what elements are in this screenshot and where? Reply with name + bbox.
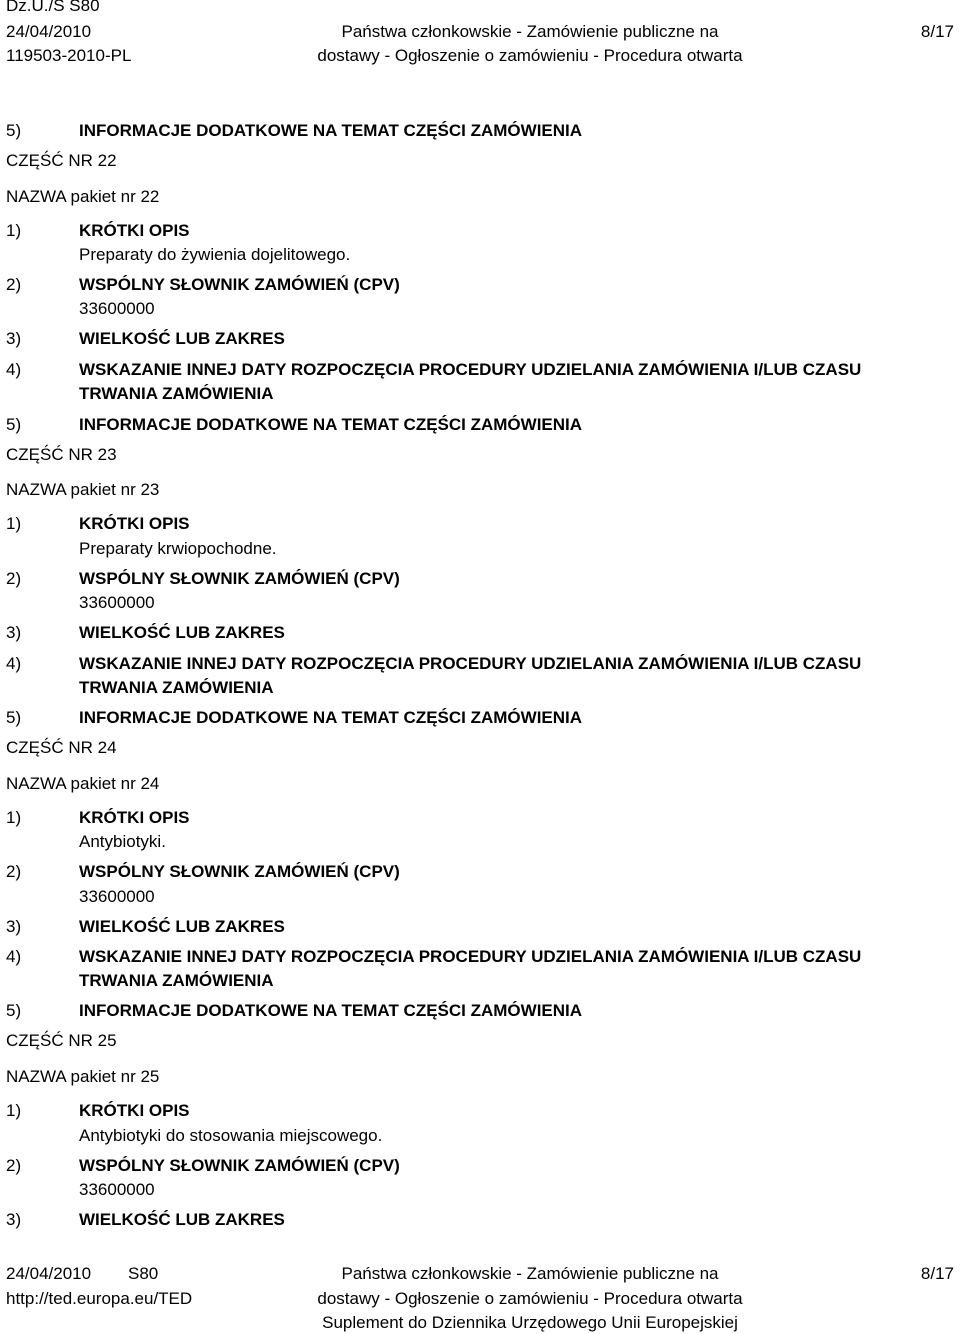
- section-number: 3): [6, 1210, 22, 1229]
- section-number: 2): [6, 569, 22, 588]
- part-label: CZĘŚĆ NR 22: [6, 151, 117, 170]
- section-value: Antybiotyki do stosowania miejscowego.: [79, 1126, 383, 1145]
- part-label: CZĘŚĆ NR 24: [6, 738, 117, 757]
- header-left-line1: Dz.U./S S80: [6, 0, 100, 15]
- section-heading: WIELKOŚĆ LUB ZAKRES: [79, 329, 285, 348]
- section-number: 5): [6, 1001, 22, 1020]
- section-number: 5): [6, 415, 22, 434]
- section-heading: INFORMACJE DODATKOWE NA TEMAT CZĘŚCI ZAMÓWIENIA: [79, 415, 583, 434]
- section-heading: WIELKOŚĆ LUB ZAKRES: [79, 917, 285, 936]
- section-value: Preparaty do żywienia dojelitowego.: [79, 245, 351, 264]
- section-number: 4): [6, 654, 22, 673]
- section-number: 1): [6, 1101, 22, 1120]
- section-heading-continued: TRWANIA ZAMÓWIENIA: [79, 678, 274, 697]
- section-number: 1): [6, 514, 22, 533]
- footer-issue: S80: [128, 1264, 159, 1283]
- section-number: 5): [6, 708, 22, 727]
- part-label: CZĘŚĆ NR 25: [6, 1031, 117, 1050]
- section-number: 3): [6, 329, 22, 348]
- section-heading-continued: TRWANIA ZAMÓWIENIA: [79, 384, 274, 403]
- footer-page-number: 8/17: [920, 1264, 954, 1283]
- header-page-number: 8/17: [920, 22, 954, 41]
- section-heading: INFORMACJE DODATKOWE NA TEMAT CZĘŚCI ZAMÓWIENIA: [79, 1001, 583, 1020]
- part-label: NAZWA pakiet nr 23: [6, 480, 160, 499]
- section-number: 2): [6, 1156, 22, 1175]
- footer-center-line2: dostawy - Ogłoszenie o zamówieniu - Procedura otwarta: [317, 1289, 743, 1308]
- section-heading: WIELKOŚĆ LUB ZAKRES: [79, 1210, 285, 1229]
- section-heading: KRÓTKI OPIS: [79, 221, 190, 240]
- section-number: 1): [6, 808, 22, 827]
- section-number: 3): [6, 623, 22, 642]
- header-center-line1: Państwa członkowskie - Zamówienie publiczne na: [341, 22, 719, 41]
- footer-center-line1: Państwa członkowskie - Zamówienie publiczne na: [341, 1264, 719, 1283]
- section-value: Antybiotyki.: [79, 832, 166, 851]
- section-number: 2): [6, 862, 22, 881]
- section-heading: INFORMACJE DODATKOWE NA TEMAT CZĘŚCI ZAMÓWIENIA: [79, 121, 583, 140]
- section-heading: WSPÓLNY SŁOWNIK ZAMÓWIEŃ (CPV): [79, 1156, 400, 1175]
- part-label: CZĘŚĆ NR 23: [6, 445, 117, 464]
- section-heading: WSPÓLNY SŁOWNIK ZAMÓWIEŃ (CPV): [79, 569, 400, 588]
- section-heading: WSKAZANIE INNEJ DATY ROZPOCZĘCIA PROCEDURY UDZIELANIA ZAMÓWIENIA I/LUB CZASU: [79, 654, 862, 673]
- section-number: 2): [6, 275, 22, 294]
- footer-center-line3: Suplement do Dziennika Urzędowego Unii Europejskiej: [322, 1313, 738, 1332]
- section-value: 33600000: [79, 887, 155, 906]
- header-center-line2: dostawy - Ogłoszenie o zamówieniu - Procedura otwarta: [317, 46, 743, 65]
- section-value: 33600000: [79, 1180, 155, 1199]
- section-heading: WSKAZANIE INNEJ DATY ROZPOCZĘCIA PROCEDURY UDZIELANIA ZAMÓWIENIA I/LUB CZASU: [79, 947, 862, 966]
- section-number: 4): [6, 360, 22, 379]
- section-heading: KRÓTKI OPIS: [79, 1101, 190, 1120]
- section-heading: WIELKOŚĆ LUB ZAKRES: [79, 623, 285, 642]
- header-left-line2: 24/04/2010: [6, 22, 92, 41]
- section-number: 5): [6, 121, 22, 140]
- section-heading: WSPÓLNY SŁOWNIK ZAMÓWIEŃ (CPV): [79, 862, 400, 881]
- section-heading: WSKAZANIE INNEJ DATY ROZPOCZĘCIA PROCEDURY UDZIELANIA ZAMÓWIENIA I/LUB CZASU: [79, 360, 862, 379]
- part-label: NAZWA pakiet nr 22: [6, 187, 160, 206]
- section-value: 33600000: [79, 593, 155, 612]
- part-label: NAZWA pakiet nr 25: [6, 1067, 160, 1086]
- footer-url: http://ted.europa.eu/TED: [6, 1289, 193, 1308]
- section-number: 4): [6, 947, 22, 966]
- section-heading: INFORMACJE DODATKOWE NA TEMAT CZĘŚCI ZAMÓWIENIA: [79, 708, 583, 727]
- section-value: 33600000: [79, 299, 155, 318]
- section-heading-continued: TRWANIA ZAMÓWIENIA: [79, 971, 274, 990]
- section-number: 3): [6, 917, 22, 936]
- section-number: 1): [6, 221, 22, 240]
- section-heading: WSPÓLNY SŁOWNIK ZAMÓWIEŃ (CPV): [79, 275, 400, 294]
- section-heading: KRÓTKI OPIS: [79, 514, 190, 533]
- footer-date: 24/04/2010: [6, 1264, 92, 1283]
- header-left-line3: 119503-2010-PL: [6, 46, 132, 65]
- section-value: Preparaty krwiopochodne.: [79, 539, 277, 558]
- part-label: NAZWA pakiet nr 24: [6, 774, 160, 793]
- section-heading: KRÓTKI OPIS: [79, 808, 190, 827]
